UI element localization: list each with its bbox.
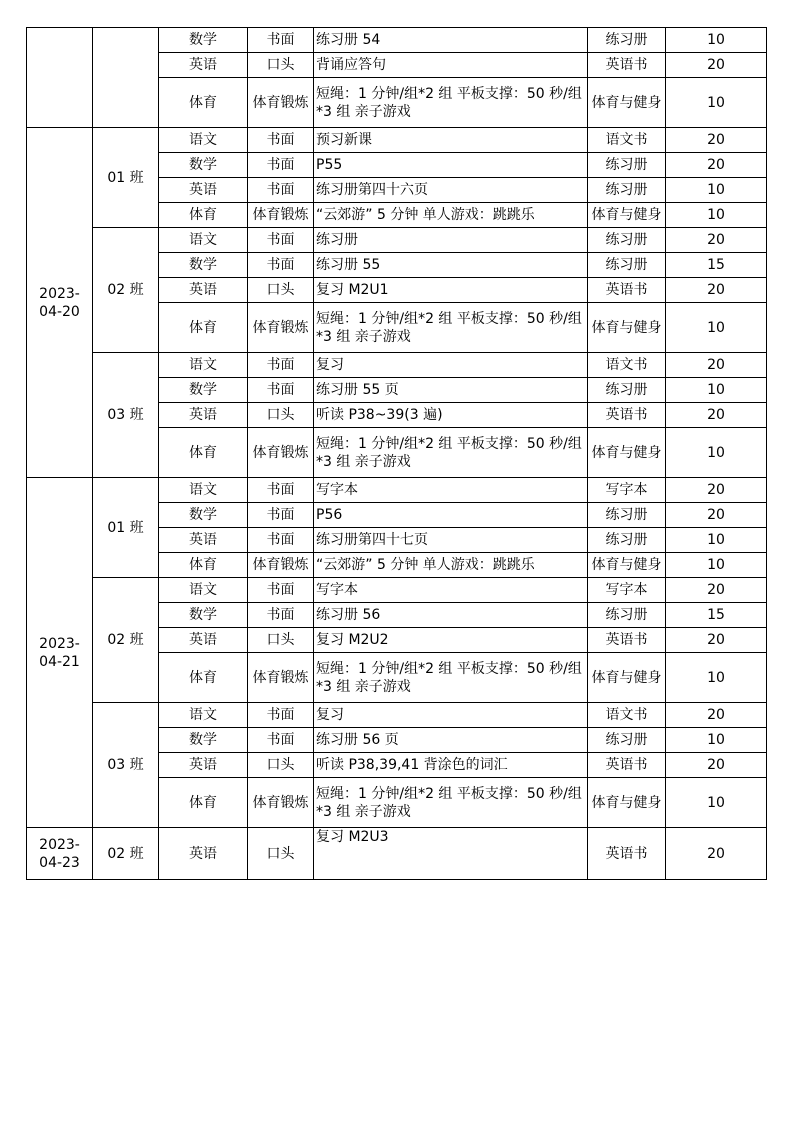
- type-cell: 体育锻炼: [248, 428, 314, 478]
- subject-cell: 语文: [159, 353, 248, 378]
- type-cell: 体育锻炼: [248, 303, 314, 353]
- minutes-cell: 15: [666, 603, 767, 628]
- material-cell: 体育与健身: [588, 428, 666, 478]
- minutes-cell: 20: [666, 703, 767, 728]
- material-cell: 练习册: [588, 253, 666, 278]
- date-cell: 2023-04-20: [27, 128, 93, 478]
- material-cell: 练习册: [588, 728, 666, 753]
- subject-cell: 英语: [159, 178, 248, 203]
- minutes-cell: 10: [666, 553, 767, 578]
- type-cell: 体育锻炼: [248, 653, 314, 703]
- class-cell: [93, 28, 159, 128]
- type-cell: 书面: [248, 728, 314, 753]
- subject-cell: 体育: [159, 428, 248, 478]
- table-row: [27, 578, 767, 603]
- material-cell: 练习册: [588, 503, 666, 528]
- material-cell: 练习册: [588, 378, 666, 403]
- material-cell: 英语书: [588, 278, 666, 303]
- subject-cell: 英语: [159, 528, 248, 553]
- subject-cell: 数学: [159, 253, 248, 278]
- type-cell: 口头: [248, 753, 314, 778]
- content-cell: 复习 M2U2: [314, 628, 588, 653]
- type-cell: 书面: [248, 603, 314, 628]
- material-cell: 英语书: [588, 828, 666, 880]
- type-cell: 书面: [248, 153, 314, 178]
- subject-cell: 数学: [159, 603, 248, 628]
- material-cell: 体育与健身: [588, 653, 666, 703]
- minutes-cell: 20: [666, 753, 767, 778]
- material-cell: 语文书: [588, 703, 666, 728]
- material-cell: 英语书: [588, 753, 666, 778]
- content-cell: 复习 M2U3: [314, 828, 588, 880]
- content-cell: 短绳：1 分钟/组*2 组 平板支撑：50 秒/组*3 组 亲子游戏: [314, 78, 588, 128]
- type-cell: 书面: [248, 253, 314, 278]
- class-cell: 01 班: [93, 478, 159, 578]
- content-cell: 写字本: [314, 478, 588, 503]
- content-cell: 短绳：1 分钟/组*2 组 平板支撑：50 秒/组*3 组 亲子游戏: [314, 428, 588, 478]
- content-cell: 复习 M2U1: [314, 278, 588, 303]
- subject-cell: 体育: [159, 553, 248, 578]
- minutes-cell: 20: [666, 278, 767, 303]
- content-cell: 练习册 55: [314, 253, 588, 278]
- minutes-cell: 20: [666, 478, 767, 503]
- material-cell: 体育与健身: [588, 553, 666, 578]
- minutes-cell: 20: [666, 153, 767, 178]
- content-cell: P55: [314, 153, 588, 178]
- type-cell: 口头: [248, 53, 314, 78]
- minutes-cell: 20: [666, 353, 767, 378]
- minutes-cell: 15: [666, 253, 767, 278]
- subject-cell: 体育: [159, 78, 248, 128]
- type-cell: 书面: [248, 478, 314, 503]
- class-cell: 03 班: [93, 703, 159, 828]
- content-cell: 听读 P38~39(3 遍): [314, 403, 588, 428]
- material-cell: 语文书: [588, 128, 666, 153]
- material-cell: 英语书: [588, 403, 666, 428]
- date-cell: [27, 28, 93, 128]
- minutes-cell: 10: [666, 78, 767, 128]
- type-cell: 体育锻炼: [248, 203, 314, 228]
- minutes-cell: 20: [666, 403, 767, 428]
- content-cell: “云郊游” 5 分钟 单人游戏：跳跳乐: [314, 203, 588, 228]
- type-cell: 书面: [248, 228, 314, 253]
- content-cell: 练习册 55 页: [314, 378, 588, 403]
- content-cell: 写字本: [314, 578, 588, 603]
- minutes-cell: 10: [666, 378, 767, 403]
- minutes-cell: 20: [666, 578, 767, 603]
- content-cell: 短绳：1 分钟/组*2 组 平板支撑：50 秒/组*3 组 亲子游戏: [314, 778, 588, 828]
- subject-cell: 英语: [159, 403, 248, 428]
- type-cell: 书面: [248, 578, 314, 603]
- minutes-cell: 10: [666, 28, 767, 53]
- class-cell: 01 班: [93, 128, 159, 228]
- content-cell: 练习册: [314, 228, 588, 253]
- type-cell: 书面: [248, 128, 314, 153]
- content-cell: 练习册 56: [314, 603, 588, 628]
- minutes-cell: 10: [666, 303, 767, 353]
- subject-cell: 英语: [159, 628, 248, 653]
- material-cell: 练习册: [588, 603, 666, 628]
- material-cell: 练习册: [588, 153, 666, 178]
- minutes-cell: 10: [666, 728, 767, 753]
- subject-cell: 数学: [159, 503, 248, 528]
- minutes-cell: 10: [666, 653, 767, 703]
- type-cell: 口头: [248, 828, 314, 880]
- date-cell: 2023-04-21: [27, 478, 93, 828]
- content-cell: 练习册第四十六页: [314, 178, 588, 203]
- content-cell: 背诵应答句: [314, 53, 588, 78]
- minutes-cell: 10: [666, 528, 767, 553]
- material-cell: 体育与健身: [588, 203, 666, 228]
- table-row: [27, 478, 767, 503]
- minutes-cell: 20: [666, 228, 767, 253]
- content-cell: 短绳：1 分钟/组*2 组 平板支撑：50 秒/组*3 组 亲子游戏: [314, 303, 588, 353]
- minutes-cell: 20: [666, 128, 767, 153]
- subject-cell: 体育: [159, 778, 248, 828]
- type-cell: 书面: [248, 353, 314, 378]
- material-cell: 语文书: [588, 353, 666, 378]
- subject-cell: 语文: [159, 128, 248, 153]
- type-cell: 书面: [248, 28, 314, 53]
- type-cell: 书面: [248, 178, 314, 203]
- content-cell: “云郊游” 5 分钟 单人游戏：跳跳乐: [314, 553, 588, 578]
- subject-cell: 英语: [159, 278, 248, 303]
- material-cell: 练习册: [588, 528, 666, 553]
- type-cell: 体育锻炼: [248, 553, 314, 578]
- content-cell: 复习: [314, 353, 588, 378]
- class-cell: 02 班: [93, 578, 159, 703]
- type-cell: 书面: [248, 528, 314, 553]
- material-cell: 练习册: [588, 28, 666, 53]
- minutes-cell: 20: [666, 828, 767, 880]
- material-cell: 练习册: [588, 178, 666, 203]
- table-row: [27, 28, 767, 53]
- content-cell: 复习: [314, 703, 588, 728]
- table-row: [27, 228, 767, 253]
- class-cell: 03 班: [93, 353, 159, 478]
- subject-cell: 体育: [159, 203, 248, 228]
- minutes-cell: 10: [666, 778, 767, 828]
- subject-cell: 数学: [159, 28, 248, 53]
- subject-cell: 英语: [159, 828, 248, 880]
- date-cell: 2023-04-23: [27, 828, 93, 880]
- type-cell: 口头: [248, 628, 314, 653]
- table-row: [27, 828, 767, 880]
- minutes-cell: 10: [666, 428, 767, 478]
- content-cell: 听读 P38,39,41 背涂色的词汇: [314, 753, 588, 778]
- content-cell: 练习册第四十七页: [314, 528, 588, 553]
- subject-cell: 语文: [159, 703, 248, 728]
- subject-cell: 英语: [159, 53, 248, 78]
- subject-cell: 体育: [159, 303, 248, 353]
- type-cell: 书面: [248, 703, 314, 728]
- material-cell: 英语书: [588, 628, 666, 653]
- table-row: [27, 128, 767, 153]
- material-cell: 写字本: [588, 478, 666, 503]
- type-cell: 体育锻炼: [248, 78, 314, 128]
- content-cell: 短绳：1 分钟/组*2 组 平板支撑：50 秒/组*3 组 亲子游戏: [314, 653, 588, 703]
- material-cell: 体育与健身: [588, 303, 666, 353]
- material-cell: 写字本: [588, 578, 666, 603]
- minutes-cell: 20: [666, 503, 767, 528]
- content-cell: 练习册 54: [314, 28, 588, 53]
- type-cell: 书面: [248, 378, 314, 403]
- subject-cell: 语文: [159, 228, 248, 253]
- class-cell: 02 班: [93, 828, 159, 880]
- type-cell: 体育锻炼: [248, 778, 314, 828]
- subject-cell: 数学: [159, 728, 248, 753]
- subject-cell: 语文: [159, 578, 248, 603]
- content-cell: 练习册 56 页: [314, 728, 588, 753]
- minutes-cell: 20: [666, 53, 767, 78]
- subject-cell: 数学: [159, 378, 248, 403]
- minutes-cell: 10: [666, 203, 767, 228]
- type-cell: 书面: [248, 503, 314, 528]
- subject-cell: 数学: [159, 153, 248, 178]
- table-row: [27, 703, 767, 728]
- homework-table: [26, 27, 767, 880]
- table-row: [27, 353, 767, 378]
- material-cell: 体育与健身: [588, 78, 666, 128]
- material-cell: 体育与健身: [588, 778, 666, 828]
- content-cell: 预习新课: [314, 128, 588, 153]
- minutes-cell: 20: [666, 628, 767, 653]
- subject-cell: 体育: [159, 653, 248, 703]
- material-cell: 练习册: [588, 228, 666, 253]
- subject-cell: 语文: [159, 478, 248, 503]
- minutes-cell: 10: [666, 178, 767, 203]
- type-cell: 口头: [248, 403, 314, 428]
- subject-cell: 英语: [159, 753, 248, 778]
- type-cell: 口头: [248, 278, 314, 303]
- class-cell: 02 班: [93, 228, 159, 353]
- material-cell: 英语书: [588, 53, 666, 78]
- content-cell: P56: [314, 503, 588, 528]
